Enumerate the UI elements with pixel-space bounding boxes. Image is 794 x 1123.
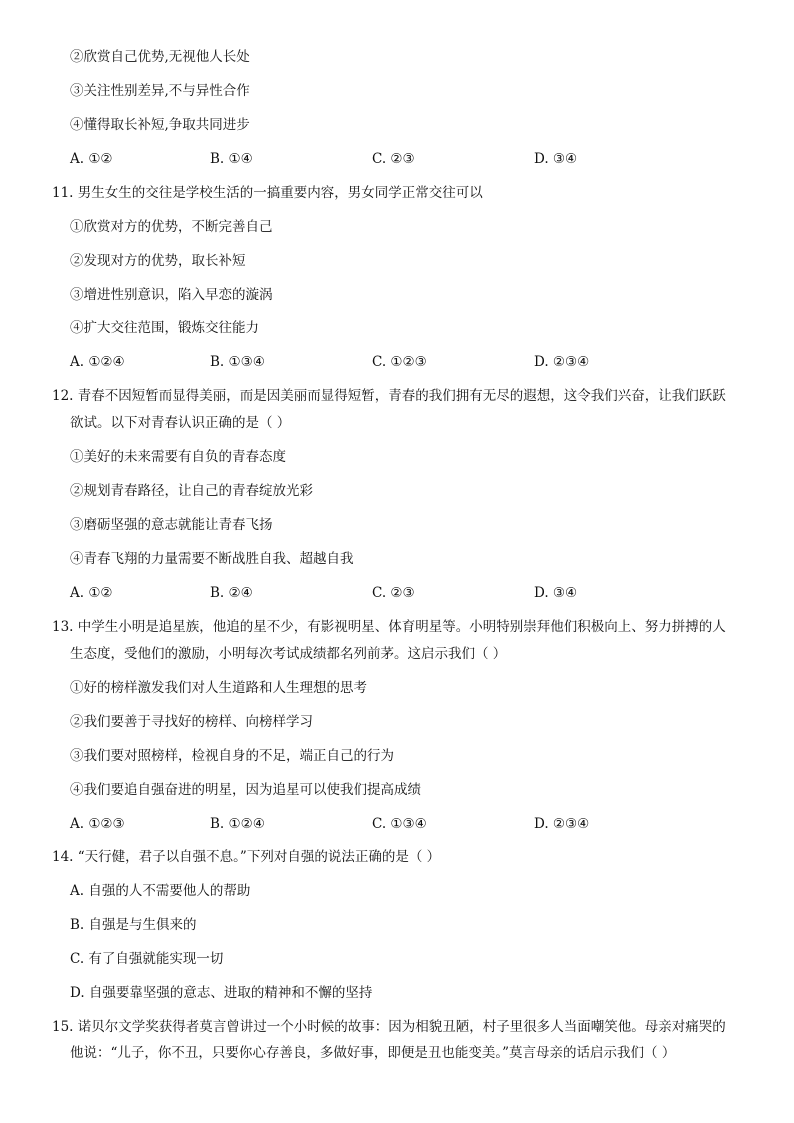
prev-item-4: ④懂得取长补短,争取共同进步 xyxy=(70,117,250,133)
q13-item-1: ①好的榜样激发我们对人生道路和人生理想的思考 xyxy=(70,680,367,696)
q12-option-a[interactable]: A. ①② xyxy=(70,585,113,601)
q11-options xyxy=(70,353,670,371)
prev-option-c[interactable]: C. ②③ xyxy=(372,151,415,167)
q12-stem-line-1: 12. 青春不因短暂而显得美丽，而是因美丽而显得短暂，青春的我们拥有无尽的遐想，这令我们兴奋，让我们跃跃 xyxy=(52,388,726,404)
prev-option-a[interactable]: A. ①② xyxy=(70,151,113,167)
q13-stem-line-1: 13. 中学生小明是追星族，他追的星不少，有影视明星、体育明星等。小明特别崇拜他们积极向上、努力拼搏的人 xyxy=(52,619,726,635)
q12-options xyxy=(70,584,670,602)
prev-option-b[interactable]: B. ①④ xyxy=(210,151,253,167)
q12-item-1: ①美好的未来需要有自负的青春态度 xyxy=(70,449,286,465)
q14-stem: 14. “天行健，君子以自强不息。”下列对自强的说法正确的是（ ） xyxy=(52,849,441,865)
q14-option-a[interactable]: A. 自强的人不需要他人的帮助 xyxy=(70,883,251,899)
q12-item-2: ②规划青春路径，让自己的青春绽放光彩 xyxy=(70,483,313,499)
prev-option-d[interactable]: D. ③④ xyxy=(534,151,578,167)
q13-options xyxy=(70,815,670,833)
q13-option-a[interactable]: A. ①②③ xyxy=(70,816,125,832)
q11-option-a[interactable]: A. ①②④ xyxy=(70,354,125,370)
q11-item-4: ④扩大交往范围，锻炼交往能力 xyxy=(70,320,259,336)
q14-option-b[interactable]: B. 自强是与生俱来的 xyxy=(70,917,197,933)
q11-option-b[interactable]: B. ①③④ xyxy=(210,354,265,370)
q12-item-4: ④青春飞翔的力量需要不断战胜自我、超越自我 xyxy=(70,551,354,567)
q13-option-b[interactable]: B. ①②④ xyxy=(210,816,265,832)
q11-option-d[interactable]: D. ②③④ xyxy=(534,354,590,370)
q12-item-3: ③磨砺坚强的意志就能让青春飞扬 xyxy=(70,517,273,533)
q11-item-3: ③增进性别意识，陷入早恋的漩涡 xyxy=(70,287,273,303)
q11-item-1: ①欣赏对方的优势，不断完善自己 xyxy=(70,219,273,235)
q13-option-d[interactable]: D. ②③④ xyxy=(534,816,590,832)
q13-item-2: ②我们要善于寻找好的榜样、向榜样学习 xyxy=(70,714,313,730)
q14-option-c[interactable]: C. 有了自强就能实现一切 xyxy=(70,951,224,967)
q15-stem-line-1: 15. 诺贝尔文学奖获得者莫言曾讲过一个小时候的故事：因为相貌丑陋，村子里很多人当面嘲笑他。母亲对痛哭的 xyxy=(52,1019,726,1035)
q12-option-d[interactable]: D. ③④ xyxy=(534,585,578,601)
prev-options xyxy=(70,150,670,168)
q13-item-4: ④我们要追自强奋进的明星，因为追星可以使我们提高成绩 xyxy=(70,782,421,798)
q15-stem-line-2: 他说：“儿子，你不丑，只要你心存善良，多做好事，即便是丑也能变美。”莫言母亲的话启示我们（ ） xyxy=(70,1045,676,1061)
q13-stem-line-2: 生态度，受他们的激励，小明每次考试成绩都名列前茅。这启示我们（ ） xyxy=(70,646,507,662)
prev-item-2: ②欣赏自己优势,无视他人长处 xyxy=(70,49,250,65)
q13-option-c[interactable]: C. ①③④ xyxy=(372,816,427,832)
q11-item-2: ②发现对方的优势，取长补短 xyxy=(70,253,246,269)
q12-stem-line-2: 欲试。以下对青春认识正确的是（ ） xyxy=(70,415,291,431)
q11-option-c[interactable]: C. ①②③ xyxy=(372,354,427,370)
q13-item-3: ③我们要对照榜样，检视自身的不足，端正自己的行为 xyxy=(70,748,394,764)
prev-item-3: ③关注性别差异,不与异性合作 xyxy=(70,83,250,99)
q11-stem: 11. 男生女生的交往是学校生活的一搞重要内容，男女同学正常交往可以 xyxy=(52,185,483,201)
q14-option-d[interactable]: D. 自强要靠坚强的意志、进取的精神和不懈的坚持 xyxy=(70,985,373,1001)
q12-option-c[interactable]: C. ②③ xyxy=(372,585,415,601)
q12-option-b[interactable]: B. ②④ xyxy=(210,585,253,601)
